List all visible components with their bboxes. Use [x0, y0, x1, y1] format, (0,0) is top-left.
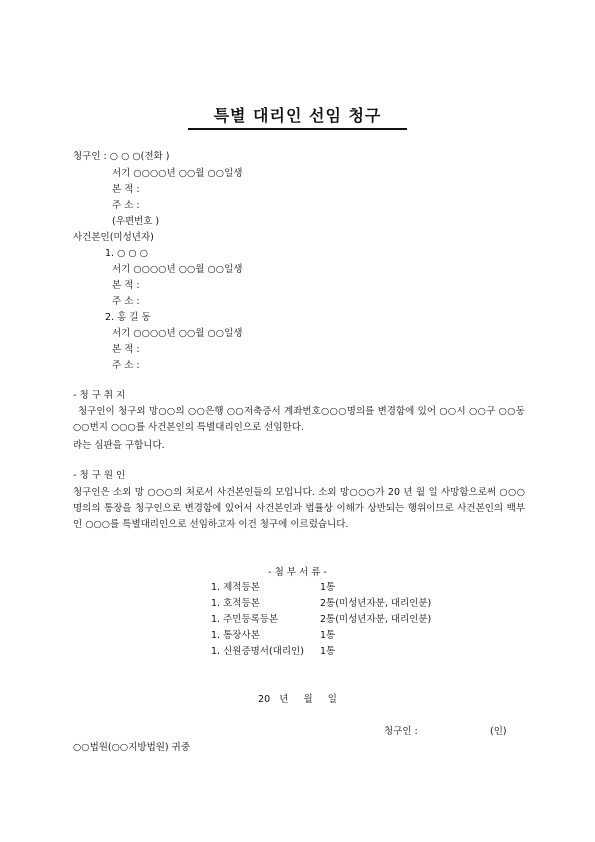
principal-heading: 사건본인(미성년자) [73, 232, 154, 243]
signature-label: 청구인 : [384, 726, 418, 737]
principal-1-birth: 서기 ○○○○년 ○○월 ○○일생 [112, 264, 243, 275]
title-underline [188, 128, 407, 130]
attachment-name: 1. 제적등본 [211, 582, 260, 593]
principal-2-domicile: 본 적 : [112, 344, 140, 355]
claimant-birth: 서기 ○○○○년 ○○월 ○○일생 [112, 168, 243, 179]
purpose-heading: - 청 구 취 지 [73, 390, 126, 401]
reason-heading: - 청 구 원 인 [73, 470, 126, 481]
attachments-heading: - 첨 부 서 류 - [268, 567, 327, 578]
principal-1-domicile: 본 적 : [112, 280, 140, 291]
principal-1-address: 주 소 : [112, 296, 140, 307]
principal-2-address: 주 소 : [112, 360, 140, 371]
attachment-count: 2통(미성년자분, 대리인분) [320, 614, 432, 625]
attachment-name: 1. 주민등록등본 [211, 614, 279, 625]
document-date: 20 년 월 일 [258, 694, 337, 705]
attachment-count: 1통 [320, 582, 336, 593]
attachment-count: 2통(미성년자분, 대리인분) [320, 598, 432, 609]
claimant-address: 주 소 : [112, 200, 140, 211]
seal-mark: (인) [490, 726, 507, 737]
attachment-name: 1. 통장사본 [211, 630, 260, 641]
claimant-line: 청구인 : ○ ○ ○(전화 ) [73, 151, 170, 162]
attachment-name: 1. 신원증명서(대리인) [211, 646, 304, 657]
attachment-name: 1. 호적등본 [211, 598, 260, 609]
principal-1-name: 1. ○ ○ ○ [105, 248, 148, 259]
reason-text: 청구인은 소외 망 ○○○의 처로서 사건본인들의 모입니다. 소외 망○○○가 20 년 월 일 사망함으로써 ○○○명의의 통장을 청구인으로 변경함에 있어서 사건본인과 법률상 이해가 상반되는 행위이므로 사건본인의 백부인 ○○○를 특별대리인으로 선임하고자 이건 청구에 이르렀습니다. [73, 487, 525, 530]
purpose-text: 청구인이 청구외 망○○의 ○○은행 ○○저축증서 계좌번호○○○명의를 변경함에 있어 ○○시 ○○구 ○○동 ○○번지 ○○○를 사건본인의 특별대리인으로 선임한다. [73, 406, 525, 433]
principal-2-name: 2. 홍 길 동 [105, 312, 151, 323]
claimant-domicile: 본 적 : [112, 184, 140, 195]
attachment-count: 1통 [320, 646, 336, 657]
purpose-closing: 라는 심판을 구합니다. [73, 440, 165, 451]
claimant-postal: (우편번호 ) [112, 216, 160, 227]
court-addressee: ○○법원(○○지방법원) 귀중 [73, 742, 191, 753]
attachment-count: 1통 [320, 630, 336, 641]
principal-2-birth: 서기 ○○○○년 ○○월 ○○일생 [112, 328, 243, 339]
document-title: 특별 대리인 선임 청구 [213, 106, 382, 125]
